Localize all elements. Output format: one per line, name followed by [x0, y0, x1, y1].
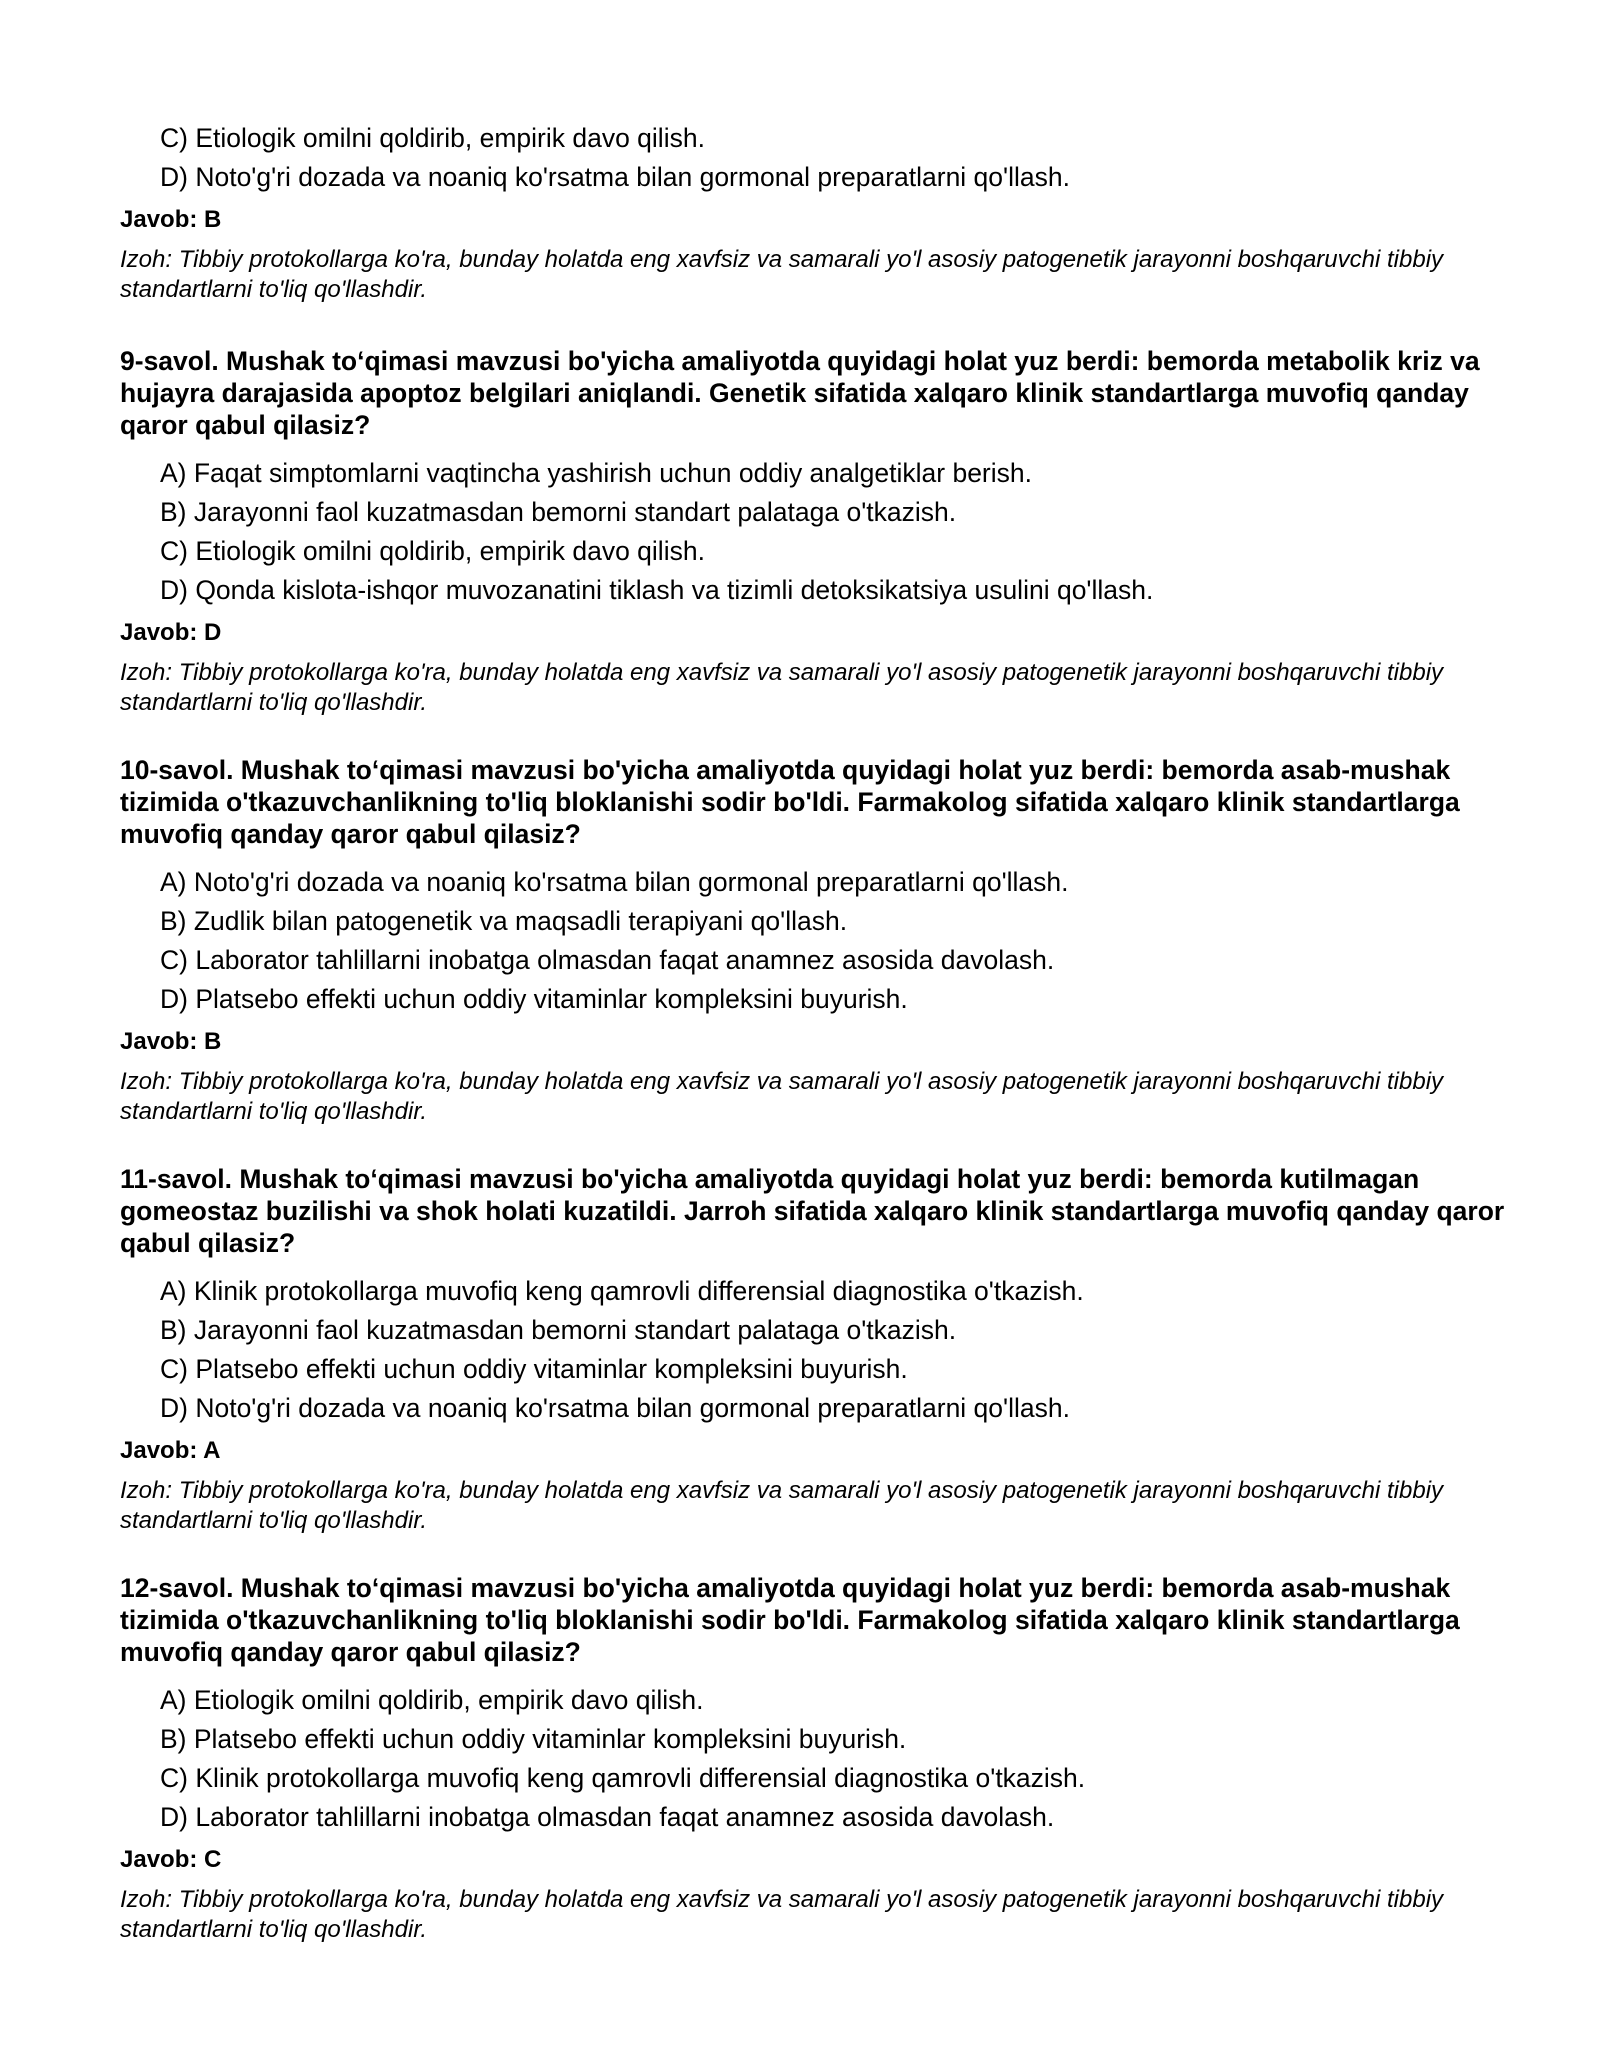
option-d: D) Qonda kislota-ishqor muvozanatini tiklash va tizimli detoksikatsiya usulini qo'llash. [160, 575, 1154, 605]
question-text: 10-savol. Mushak to‘qimasi mavzusi bo'yicha amaliyotda quyidagi holat yuz berdi: bemorda asab-mushak tizimida o'tkazuvchanlikning to'liq bloklanishi sodir bo'ldi. Farmakolog sifatida xalqaro klinik standartlarga muvofiq qanday qaror qabul qilasiz? [120, 755, 1460, 849]
answer-label: Javob: B [120, 1028, 222, 1055]
option-b: B) Platsebo effekti uchun oddiy vitaminlar kompleksini buyurish. [160, 1724, 907, 1754]
option-c: C) Etiologik omilni qoldirib, empirik davo qilish. [160, 123, 705, 153]
option-b: B) Jarayonni faol kuzatmasdan bemorni standart palataga o'tkazish. [160, 1315, 957, 1345]
option-d: D) Noto'g'ri dozada va noaniq ko'rsatma bilan gormonal preparatlarni qo'llash. [160, 162, 1070, 192]
option-a: A) Noto'g'ri dozada va noaniq ko'rsatma bilan gormonal preparatlarni qo'llash. [160, 867, 1069, 897]
answer-label: Javob: D [120, 619, 222, 646]
explanation-note: Izoh: Tibbiy protokollarga ko'ra, bunday holatda eng xavfsiz va samarali yo'l asosiy patogenetik jarayonni boshqaruvchi tibbiy standartlarni to'liq qo'llashdir. [120, 246, 1444, 303]
question-11 [120, 1163, 1510, 1536]
option-b: B) Jarayonni faol kuzatmasdan bemorni standart palataga o'tkazish. [160, 497, 957, 527]
option-b: B) Zudlik bilan patogenetik va maqsadli terapiyani qo'llash. [160, 906, 848, 936]
option-a: A) Etiologik omilni qoldirib, empirik davo qilish. [160, 1685, 704, 1715]
explanation-note: Izoh: Tibbiy protokollarga ko'ra, bunday holatda eng xavfsiz va samarali yo'l asosiy patogenetik jarayonni boshqaruvchi tibbiy standartlarni to'liq qo'llashdir. [120, 659, 1444, 716]
question-9 [120, 345, 1510, 718]
option-d: D) Platsebo effekti uchun oddiy vitaminlar kompleksini buyurish. [160, 984, 908, 1014]
question-text: 11-savol. Mushak to‘qimasi mavzusi bo'yicha amaliyotda quyidagi holat yuz berdi: bemorda kutilmagan gomeostaz buzilishi va shok holati kuzatildi. Jarroh sifatida xalqaro klinik standartlarga muvofiq qanday qaror qabul qilasiz? [120, 1164, 1505, 1258]
option-c: C) Platsebo effekti uchun oddiy vitaminlar kompleksini buyurish. [160, 1354, 908, 1384]
option-d: D) Noto'g'ri dozada va noaniq ko'rsatma bilan gormonal preparatlarni qo'llash. [160, 1393, 1070, 1423]
explanation-note: Izoh: Tibbiy protokollarga ko'ra, bunday holatda eng xavfsiz va samarali yo'l asosiy patogenetik jarayonni boshqaruvchi tibbiy standartlarni to'liq qo'llashdir. [120, 1477, 1444, 1534]
option-c: C) Klinik protokollarga muvofiq keng qamrovli differensial diagnostika o'tkazish. [160, 1763, 1086, 1793]
option-c: C) Laborator tahlillarni inobatga olmasdan faqat anamnez asosida davolash. [160, 945, 1055, 975]
answer-label: Javob: C [120, 1846, 222, 1873]
question-text: 9-savol. Mushak to‘qimasi mavzusi bo'yicha amaliyotda quyidagi holat yuz berdi: bemorda metabolik kriz va hujayra darajasida apoptoz belgilari aniqlandi. Genetik sifatida xalqaro klinik standartlarga muvofiq qanday qaror qabul qilasiz? [120, 346, 1480, 440]
explanation-note: Izoh: Tibbiy protokollarga ko'ra, bunday holatda eng xavfsiz va samarali yo'l asosiy patogenetik jarayonni boshqaruvchi tibbiy standartlarni to'liq qo'llashdir. [120, 1886, 1444, 1943]
option-a: A) Faqat simptomlarni vaqtincha yashirish uchun oddiy analgetiklar berish. [160, 458, 1032, 488]
question-12 [120, 1572, 1510, 1945]
option-a: A) Klinik protokollarga muvofiq keng qamrovli differensial diagnostika o'tkazish. [160, 1276, 1084, 1306]
answer-label: Javob: A [120, 1437, 221, 1464]
question-text: 12-savol. Mushak to‘qimasi mavzusi bo'yicha amaliyotda quyidagi holat yuz berdi: bemorda asab-mushak tizimida o'tkazuvchanlikning to'liq bloklanishi sodir bo'ldi. Farmakolog sifatida xalqaro klinik standartlarga muvofiq qanday qaror qabul qilasiz? [120, 1573, 1460, 1667]
explanation-note: Izoh: Tibbiy protokollarga ko'ra, bunday holatda eng xavfsiz va samarali yo'l asosiy patogenetik jarayonni boshqaruvchi tibbiy standartlarni to'liq qo'llashdir. [120, 1068, 1444, 1125]
question-8-fragment [120, 119, 1510, 305]
answer-label: Javob: B [120, 206, 222, 233]
option-c: C) Etiologik omilni qoldirib, empirik davo qilish. [160, 536, 705, 566]
option-d: D) Laborator tahlillarni inobatga olmasdan faqat anamnez asosida davolash. [160, 1802, 1055, 1832]
question-10 [120, 754, 1510, 1127]
